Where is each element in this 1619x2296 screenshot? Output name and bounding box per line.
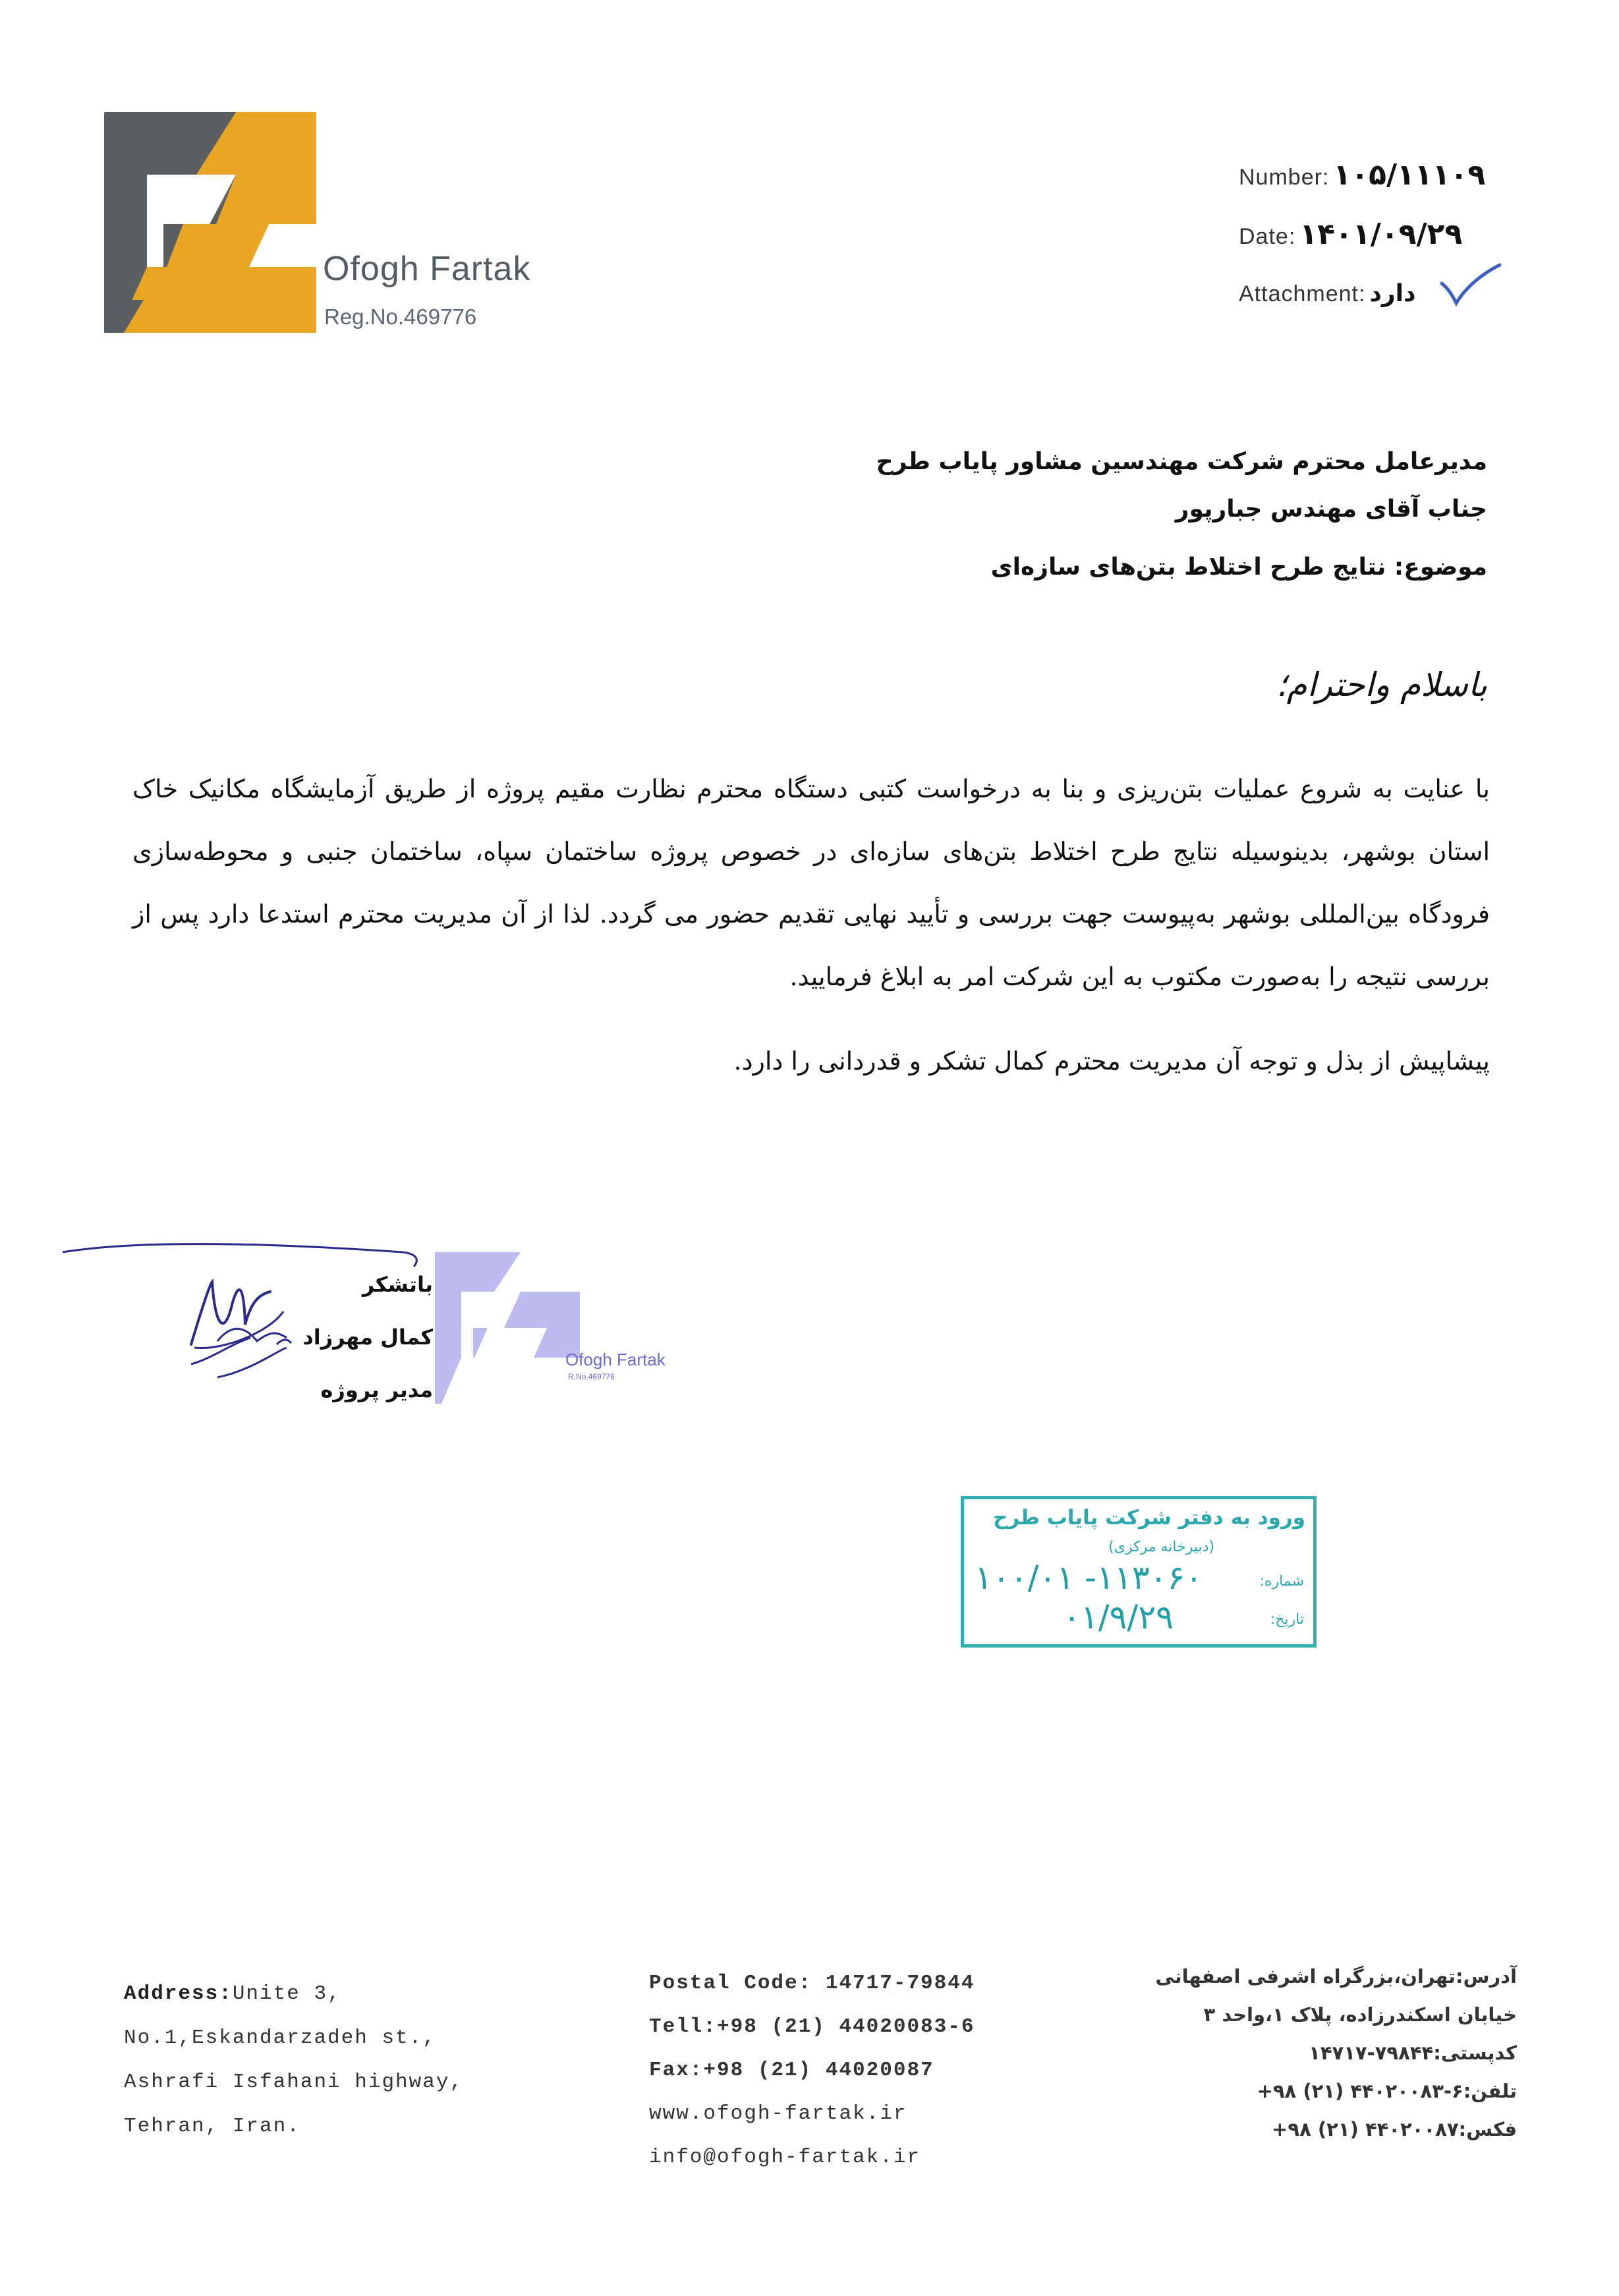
signature-closing: باتشکر bbox=[362, 1272, 433, 1297]
company-name: Ofogh Fartak bbox=[323, 250, 531, 288]
check-mark-icon bbox=[1436, 257, 1502, 310]
footer-telephone: Tell:+98 (21) 44020083-6 bbox=[649, 2015, 975, 2038]
footer-address-line2: No.1,Eskandarzadeh st., bbox=[124, 2026, 436, 2050]
letter-date-value: ۱۴۰۱/۰۹/۲۹ bbox=[1299, 217, 1463, 251]
receipt-stamp-title: ورود به دفتر شرکت پایاب طرح bbox=[993, 1506, 1305, 1530]
footer-address-line1 bbox=[124, 1982, 341, 2005]
footer-address-label: Address: bbox=[124, 1982, 233, 2005]
company-logo bbox=[104, 112, 316, 333]
letter-body: با عنایت به شروع عملیات بتن‌ریزی و بنا به درخواست کتبی دستگاه محترم نظارت مقیم پروژه از طریق آزمایشگاه مکانیک خاک استان بوشهر، بدینوسیله نتایج طرح اختلاط بتن‌های سازه‌ای در خصوص پروژه ساختمان سپاه، ساختمان جنبی و محوطه‌سازی فرودگاه بین‌المللی بوشهر به‌پیوست جهت بررسی و تأیید نهایی تقدیم حضور می گردد. لذا از آن مدیریت محترم استدعا دارد پس از بررسی نتیجه را به‌صورت مکتوب به این شرکت امر به ابلاغ فرمایید. bbox=[132, 774, 1490, 991]
company-stamp-logo bbox=[435, 1252, 580, 1404]
letter-number-row bbox=[1239, 158, 1516, 192]
receipt-date-label: تاریخ: bbox=[1270, 1611, 1304, 1628]
letter-closing: پیشاپیش از بذل و توجه آن مدیریت محترم کمال تشکر و قدردانی را دارد. bbox=[733, 1047, 1490, 1076]
footer-address-line3: Ashrafi Isfahani highway, bbox=[124, 2071, 464, 2094]
letter-number-label: Number: bbox=[1239, 165, 1330, 190]
receipt-number-label: شماره: bbox=[1259, 1573, 1304, 1590]
receipt-date-value: ۰۱/۹/۲۹ bbox=[1063, 1598, 1174, 1636]
footer-fa-address-line2: خیابان اسکندرزاده، پلاک ۱،واحد ۳ bbox=[1203, 2003, 1517, 2026]
stamp-registration-number: R.No.469776 bbox=[568, 1372, 615, 1381]
receipt-stamp bbox=[961, 1496, 1317, 1648]
footer-address-line4: Tehran, Iran. bbox=[124, 2115, 300, 2138]
footer-address-unit: Unite 3, bbox=[232, 1982, 341, 2005]
signatory-position: مدیر پروژه bbox=[320, 1377, 433, 1402]
addressee-name: جناب آقای مهندس جبارپور bbox=[1175, 496, 1487, 523]
letter-date-row bbox=[1239, 217, 1516, 251]
letter-number-value: ۱۰۵/۱۱۱۰۹ bbox=[1333, 158, 1486, 192]
footer-fa-telephone: تلفن:۶-۴۴۰۲۰۰۸۳ (۲۱) ۹۸+ bbox=[1257, 2080, 1517, 2102]
footer-fa-postal-code: کدپستی:۷۹۸۴۴-۱۴۷۱۷ bbox=[1309, 2042, 1517, 2064]
stamp-company-name: Ofogh Fartak bbox=[565, 1350, 666, 1369]
letter-date-label: Date: bbox=[1239, 224, 1296, 249]
letter-subject: موضوع: نتایج طرح اختلاط بتن‌های سازه‌ای bbox=[990, 554, 1487, 581]
footer-postal-code: Postal Code: 14717-79844 bbox=[649, 1972, 975, 1995]
letter-attachment-label: Attachment: bbox=[1239, 281, 1366, 306]
registration-number: Reg.No.469776 bbox=[324, 304, 477, 329]
letter-attachment-value: دارد bbox=[1369, 280, 1416, 307]
letter-greeting: باسلام واحترام؛ bbox=[1276, 666, 1487, 704]
footer-email: info@ofogh-fartak.ir bbox=[649, 2146, 921, 2169]
addressee-title: مدیرعامل محترم شرکت مهندسین مشاور پایاب طرح bbox=[876, 448, 1487, 475]
receipt-number-value: ۱۰۰/۰۱ -۱۱۳۰۶۰ bbox=[975, 1559, 1203, 1597]
footer-fa-address-line1: آدرس:تهران،بزرگراه اشرفی اصفهانی bbox=[1155, 1965, 1517, 1988]
receipt-stamp-subtitle: (دبیرخانه مرکزی) bbox=[1108, 1539, 1214, 1555]
handwritten-signature bbox=[59, 1232, 428, 1397]
footer-fax: Fax:+98 (21) 44020087 bbox=[649, 2059, 934, 2082]
footer-fa-fax: فکس:۴۴۰۲۰۰۸۷ (۲۱) ۹۸+ bbox=[1272, 2118, 1517, 2140]
footer-website: www.ofogh-fartak.ir bbox=[649, 2102, 907, 2125]
signatory-name: کمال مهرزاد bbox=[302, 1325, 433, 1350]
